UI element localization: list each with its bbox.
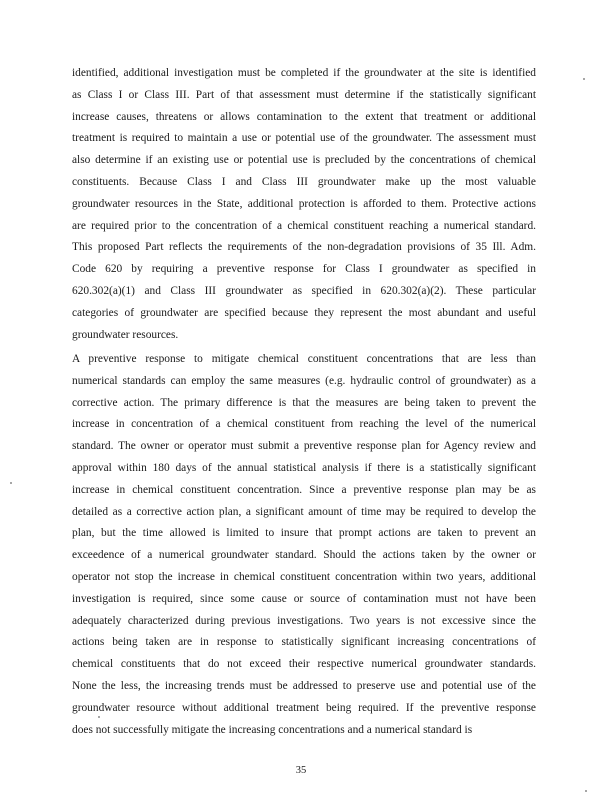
page-number: 35 [295, 765, 307, 776]
text-line: detailed as a corrective action plan, a significant amount of time may be required to develop the [72, 505, 536, 518]
text-line: standard. The owner or operator must submit a preventive response plan for Agency review and [72, 440, 536, 453]
text-line: A preventive response to mitigate chemical constituent concentrations that are less than [72, 353, 536, 365]
text-line: This proposed Part reflects the requirements of the non-degradation provisions of 35 Ill. Adm. [72, 241, 536, 254]
text-line: numerical standards can employ the same measures (e.g. hydraulic control of groundwater) as a [72, 374, 536, 387]
text-line: chemical constituents that do not exceed their respective numerical groundwater standards. [72, 658, 536, 671]
text-line: actions being taken are in response to statistically significant increasing concentrations of [72, 636, 536, 649]
scan-speck [585, 790, 587, 792]
text-line: corrective action. The primary difference is that the measures are being taken to prevent the [72, 396, 536, 409]
text-line: 620.302(a)(1) and Class III groundwater as specified in 620.302(a)(2). These particular [72, 284, 536, 297]
text-line: increase in concentration of a chemical constituent from reaching the level of the numerical [72, 418, 536, 431]
text-line: categories of groundwater are specified because they represent the most abundant and useful [72, 306, 536, 319]
text-line: exceedence of a numerical groundwater standard. Should the actions taken by the owner or [72, 549, 536, 562]
text-line: None the less, the increasing trends must be addressed to preserve use and potential use of the [72, 679, 536, 692]
text-line: approval within 180 days of the annual statistical analysis if there is a statistically significant [72, 461, 536, 474]
text-line: adequately characterized during previous investigations. Two years is not excessive since the [72, 614, 536, 627]
scan-speck [98, 716, 100, 718]
scan-speck [583, 78, 585, 80]
text-line: are required prior to the concentration of a chemical constituent reaching a numerical standard. [72, 219, 536, 232]
text-line: as Class I or Class III. Part of that assessment must determine if the statistically significant [72, 88, 536, 101]
text-line: operator not stop the increase in chemical constituent concentration within two years, additional [72, 570, 536, 583]
text-line: constituents. Because Class I and Class III groundwater make up the most valuable [72, 175, 536, 188]
text-line: increase causes, threatens or allows contamination to the extent that treatment or additional [72, 110, 536, 123]
paragraph-class-groundwater-assessment [72, 63, 536, 346]
text-line: does not successfully mitigate the increasing concentrations and a numerical standard is [72, 723, 473, 736]
text-line: groundwater resources in the State, additional protection is afforded to them. Protective actions [72, 197, 536, 210]
paragraph-preventive-response [72, 349, 536, 741]
text-line: plan, but the time allowed is limited to insure that prompt actions are taken to prevent an [72, 527, 536, 540]
text-line: identified, additional investigation must be completed if the groundwater at the site is identified [72, 67, 536, 79]
text-line: groundwater resources. [72, 328, 179, 341]
text-line: treatment is required to maintain a use or potential use of the groundwater. The assessment must [72, 132, 536, 145]
text-line: investigation is required, since some cause or source of contamination must not have been [72, 592, 536, 605]
text-line: increase in chemical constituent concentration. Since a preventive response plan may be as [72, 483, 536, 496]
scan-speck [10, 482, 12, 484]
text-line: also determine if an existing use or potential use is precluded by the concentrations of chemical [72, 154, 536, 167]
text-line: Code 620 by requiring a preventive response for Class I groundwater as specified in [72, 263, 536, 276]
text-line: groundwater resource without additional treatment being required. If the preventive response [72, 701, 536, 714]
